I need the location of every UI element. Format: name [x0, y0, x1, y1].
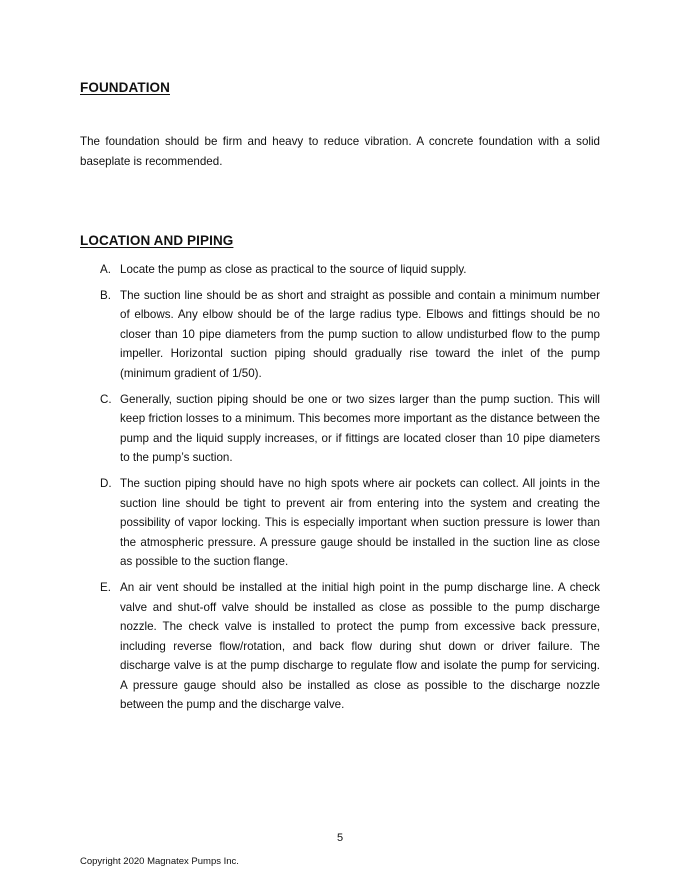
list-item — [80, 578, 600, 715]
foundation-paragraph: The foundation should be firm and heavy to reduce vibration. A concrete foundation with a solid baseplate is recommended. — [80, 135, 600, 168]
list-item-letter: D. — [100, 476, 112, 490]
list-item — [80, 390, 600, 468]
list-item-text: The suction piping should have no high spots where air pockets can collect. All joints in the suction line should be tight to prevent air from entering into the system and creating the possibility of vapor locking. This is especially important when suction pressure is lower than the atmospheric pressure. A pressure gauge should be installed in the suction line as close as possible to the suction flange. — [120, 476, 600, 569]
copyright-notice: Copyright 2020 Magnatex Pumps Inc. — [80, 856, 239, 867]
section-heading-foundation: FOUNDATION — [80, 80, 170, 95]
list-item-text: Locate the pump as close as practical to the source of liquid supply. — [120, 263, 467, 276]
list-item — [80, 260, 600, 280]
location-piping-list — [80, 260, 600, 721]
page-number: 5 — [336, 832, 344, 844]
list-item-text: An air vent should be installed at the initial high point in the pump discharge line. A check valve and shut-off valve should be installed as close as possible to the pump discharge nozzle. The check valve is installed to protect the pump from excessive back pressure, including reverse flow/rotation, and back flow during shut down or driver failure. The discharge valve is at the pump discharge to regulate flow and isolate the pump for servicing. A pressure gauge should also be installed as close as possible to the discharge nozzle between the pump and the discharge valve. — [120, 580, 600, 712]
list-item-text: The suction line should be as short and straight as possible and contain a minimum number of elbows. Any elbow should be of the large radius type. Elbows and fittings should be no closer than 10 pipe diameters from the pump suction to allow undisturbed flow to the pump impeller. Horizontal suction piping should gradually rise toward the inlet of the pump (minimum gradient of 1/50). — [120, 288, 600, 380]
list-item-letter: C. — [100, 392, 112, 406]
list-item-letter: A. — [100, 263, 111, 276]
list-item-text: Generally, suction piping should be one or two sizes larger than the pump suction. This will keep friction losses to a minimum. This becomes more important as the distance between the pump and the liquid supply increases, or if fittings are located closer than 10 pipe diameters to the pump’s suction. — [120, 392, 600, 465]
list-item — [80, 286, 600, 384]
list-item — [80, 474, 600, 572]
list-item-letter: B. — [100, 288, 111, 302]
section-heading-location-and-piping: LOCATION AND PIPING — [80, 233, 234, 248]
list-item-letter: E. — [100, 580, 111, 594]
